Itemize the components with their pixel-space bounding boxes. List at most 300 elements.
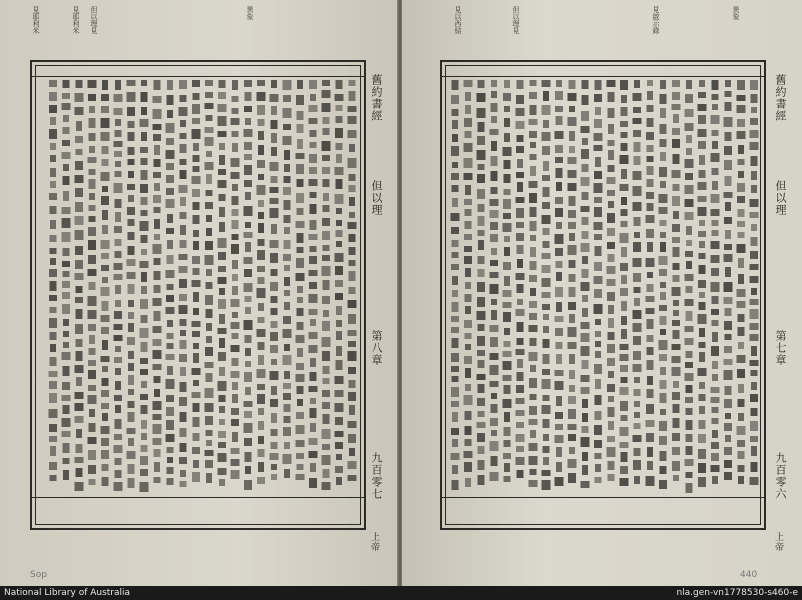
glyph-mark <box>581 111 589 121</box>
glyph-mark <box>50 357 57 366</box>
glyph-mark <box>154 80 161 90</box>
glyph-mark <box>297 308 304 316</box>
glyph-mark <box>257 266 265 272</box>
glyph-mark <box>504 133 510 142</box>
glyph-mark <box>529 456 538 465</box>
glyph-mark <box>180 470 186 477</box>
glyph-mark <box>672 128 680 135</box>
glyph-mark <box>543 434 549 441</box>
glyph-mark <box>271 359 277 365</box>
glyph-mark <box>49 80 57 87</box>
glyph-mark <box>49 409 58 418</box>
glyph-mark <box>322 103 331 112</box>
glyph-mark <box>348 314 356 324</box>
glyph-mark <box>128 464 135 474</box>
glyph-mark <box>516 197 525 203</box>
glyph-mark <box>270 94 279 102</box>
glyph-mark <box>712 374 718 381</box>
glyph-mark <box>153 134 161 141</box>
glyph-mark <box>271 429 278 436</box>
page-number: 九百零七 <box>370 452 383 500</box>
glyph-mark <box>192 176 201 184</box>
glyph-mark <box>88 240 96 250</box>
glyph-mark <box>490 129 499 135</box>
glyph-mark <box>659 167 667 177</box>
glyph-mark <box>193 155 200 162</box>
glyph-mark <box>50 181 56 188</box>
glyph-mark <box>115 199 122 208</box>
glyph-mark <box>725 334 732 340</box>
footer-identifier: nla.gen-vn1778530-s460-e <box>676 588 798 598</box>
glyph-mark <box>451 401 459 407</box>
glyph-mark <box>205 403 214 412</box>
glyph-mark <box>231 419 239 426</box>
glyph-mark <box>738 451 745 459</box>
glyph-mark <box>582 80 589 89</box>
glyph-mark <box>633 186 642 196</box>
glyph-mark <box>452 465 458 474</box>
glyph-mark <box>620 365 628 372</box>
glyph-mark <box>297 124 304 133</box>
glyph-mark <box>465 368 471 378</box>
glyph-mark <box>751 94 758 103</box>
glyph-mark <box>114 151 122 157</box>
glyph-mark <box>516 309 525 316</box>
glyph-mark <box>270 240 279 248</box>
glyph-mark <box>193 143 199 151</box>
glyph-mark <box>686 434 693 442</box>
glyph-mark <box>49 462 57 470</box>
glyph-mark <box>75 246 83 255</box>
glyph-mark <box>491 116 497 123</box>
glyph-mark <box>686 261 692 269</box>
glyph-mark <box>50 206 57 214</box>
glyph-mark <box>167 95 174 105</box>
glyph-mark <box>542 480 551 490</box>
glyph-mark <box>737 289 746 297</box>
glyph-mark <box>141 235 148 243</box>
glyph-mark <box>296 164 304 174</box>
glyph-mark <box>672 287 681 296</box>
glyph-mark <box>698 141 706 149</box>
glyph-mark <box>88 227 96 236</box>
glyph-mark <box>451 146 459 156</box>
glyph-mark <box>348 330 357 336</box>
glyph-mark <box>153 326 162 333</box>
glyph-mark <box>284 469 290 478</box>
glyph-mark <box>231 172 240 179</box>
glyph-mark <box>608 92 615 102</box>
glyph-mark <box>336 208 342 214</box>
glyph-mark <box>141 197 148 205</box>
glyph-mark <box>179 354 187 362</box>
glyph-mark <box>244 438 252 446</box>
glyph-mark <box>698 104 707 111</box>
glyph-mark <box>673 381 679 388</box>
glyph-mark <box>569 314 575 323</box>
glyph-mark <box>193 166 200 172</box>
glyph-mark <box>75 392 84 399</box>
glyph-mark <box>128 195 134 202</box>
glyph-mark <box>245 118 251 125</box>
glyph-mark <box>737 355 746 363</box>
glyph-mark <box>89 423 96 432</box>
glyph-mark <box>491 80 497 87</box>
glyph-mark <box>297 247 304 253</box>
glyph-mark <box>50 220 56 229</box>
glyph-mark <box>258 303 264 311</box>
glyph-mark <box>490 234 498 242</box>
glyph-mark <box>620 401 628 411</box>
glyph-mark <box>205 202 213 209</box>
glyph-mark <box>231 470 240 479</box>
glyph-mark <box>244 257 253 264</box>
glyph-mark <box>257 477 265 484</box>
glyph-mark <box>686 446 693 455</box>
glyph-mark <box>477 398 485 406</box>
glyph-mark <box>607 266 616 274</box>
glyph-mark <box>556 272 562 281</box>
glyph-mark <box>141 249 147 255</box>
glyph-mark <box>232 220 239 229</box>
glyph-mark <box>283 254 291 261</box>
glyph-mark <box>63 331 69 337</box>
glyph-mark <box>335 390 344 397</box>
glyph-mark <box>257 185 266 195</box>
glyph-mark <box>452 412 458 422</box>
glyph-mark <box>698 115 706 124</box>
glyph-mark <box>296 335 305 343</box>
glyph-mark <box>284 227 290 234</box>
glyph-mark <box>76 286 83 293</box>
glyph-mark <box>686 385 693 393</box>
glyph-mark <box>283 95 291 102</box>
glyph-mark <box>530 166 536 176</box>
glyph-mark <box>750 323 759 330</box>
glyph-mark <box>647 447 653 457</box>
glyph-mark <box>193 433 200 441</box>
glyph-mark <box>516 385 524 393</box>
glyph-mark <box>101 450 109 459</box>
glyph-mark <box>530 235 536 241</box>
glyph-mark <box>555 248 563 256</box>
glyph-mark <box>296 412 304 419</box>
glyph-mark <box>336 360 343 370</box>
book-name: 但以理 <box>370 180 383 216</box>
glyph-mark <box>647 360 654 370</box>
glyph-mark <box>205 127 214 133</box>
glyph-mark <box>206 336 212 343</box>
left-page <box>0 0 398 586</box>
glyph-mark <box>556 302 562 312</box>
glyph-mark <box>127 272 136 279</box>
glyph-mark <box>128 171 134 178</box>
glyph-mark <box>607 344 615 353</box>
glyph-mark <box>192 392 201 398</box>
glyph-mark <box>205 80 213 86</box>
page-number: 九百零六 <box>774 452 787 500</box>
glyph-mark <box>660 124 667 134</box>
glyph-mark <box>672 344 681 350</box>
glyph-mark <box>206 190 213 196</box>
glyph-mark <box>296 221 305 228</box>
glyph-mark <box>88 255 96 264</box>
glyph-mark <box>270 187 279 193</box>
glyph-mark <box>517 299 523 305</box>
glyph-mark <box>244 129 253 137</box>
glyph-mark <box>180 443 187 452</box>
glyph-mark <box>154 477 161 483</box>
glyph-mark <box>711 282 720 292</box>
glyph-mark <box>127 184 135 190</box>
glyph-mark <box>464 246 472 252</box>
glyph-mark <box>660 242 666 252</box>
glyph-mark <box>504 412 510 422</box>
top-note: 異象 <box>732 6 740 20</box>
glyph-mark <box>154 311 161 321</box>
glyph-mark <box>114 357 122 363</box>
glyph-mark <box>464 143 473 152</box>
glyph-mark <box>166 420 174 430</box>
glyph-mark <box>516 121 525 129</box>
glyph-mark <box>633 460 641 470</box>
glyph-mark <box>89 216 96 222</box>
glyph-mark <box>283 383 291 389</box>
glyph-mark <box>621 452 628 462</box>
glyph-mark <box>464 173 473 180</box>
glyph-mark <box>452 302 459 312</box>
glyph-mark <box>232 260 238 269</box>
glyph-mark <box>750 251 758 259</box>
glyph-mark <box>335 253 344 262</box>
glyph-mark <box>621 221 628 227</box>
glyph-mark <box>115 119 121 126</box>
glyph-mark <box>232 96 239 102</box>
glyph-mark <box>310 220 317 230</box>
glyph-mark <box>542 304 550 310</box>
glyph-mark <box>115 381 121 390</box>
glyph-mark <box>206 440 212 446</box>
glyph-mark <box>555 435 564 443</box>
glyph-mark <box>738 465 745 472</box>
glyph-mark <box>633 93 642 101</box>
glyph-mark <box>712 141 718 149</box>
glyph-mark <box>114 445 123 453</box>
glyph-mark <box>258 223 264 233</box>
glyph-mark <box>491 141 497 151</box>
glyph-mark <box>660 466 667 474</box>
glyph-mark <box>699 302 706 310</box>
glyph-mark <box>271 106 277 115</box>
glyph-mark <box>218 352 226 361</box>
glyph-mark <box>102 80 108 90</box>
glyph-mark <box>89 146 95 153</box>
glyph-mark <box>167 80 173 90</box>
glyph-mark <box>452 376 459 382</box>
glyph-mark <box>349 197 355 206</box>
glyph-mark <box>712 320 719 326</box>
glyph-mark <box>634 412 640 418</box>
glyph-mark <box>621 132 628 138</box>
glyph-mark <box>192 118 200 124</box>
glyph-mark <box>114 335 123 341</box>
glyph-mark <box>711 153 720 162</box>
top-note: 異象 <box>246 6 254 20</box>
glyph-mark <box>88 360 96 366</box>
glyph-mark <box>516 410 525 416</box>
glyph-mark <box>50 235 57 242</box>
glyph-mark <box>232 184 238 191</box>
glyph-mark <box>309 80 317 89</box>
glyph-mark <box>232 143 238 152</box>
glyph-mark <box>101 265 109 271</box>
glyph-mark <box>258 239 265 246</box>
glyph-mark <box>101 132 110 141</box>
glyph-mark <box>685 326 694 332</box>
glyph-mark <box>127 259 136 266</box>
glyph-mark <box>464 158 473 168</box>
glyph-mark <box>686 472 693 478</box>
glyph-mark <box>218 328 227 334</box>
footer-source: National Library of Australia <box>4 588 131 598</box>
glyph-mark <box>478 475 485 485</box>
glyph-mark <box>49 318 57 328</box>
glyph-mark <box>711 465 720 472</box>
glyph-mark <box>192 189 200 197</box>
glyph-mark <box>452 162 458 168</box>
glyph-mark <box>271 296 278 303</box>
glyph-mark <box>673 184 680 191</box>
marginal-note: 上帝 <box>773 532 783 552</box>
glyph-mark <box>569 260 576 268</box>
glyph-mark <box>102 413 108 421</box>
glyph-mark <box>284 290 290 296</box>
glyph-mark <box>685 199 694 207</box>
glyph-mark <box>725 202 731 211</box>
glyph-mark <box>244 106 252 112</box>
glyph-mark <box>646 132 654 140</box>
glyph-mark <box>349 174 356 181</box>
glyph-mark <box>284 344 290 351</box>
glyph-mark <box>490 441 499 451</box>
glyph-mark <box>529 378 537 388</box>
glyph-mark <box>491 91 497 98</box>
glyph-mark <box>530 469 537 475</box>
glyph-mark <box>271 80 277 88</box>
glyph-mark <box>530 261 537 270</box>
glyph-mark <box>504 385 511 394</box>
glyph-mark <box>608 124 614 134</box>
glyph-mark <box>115 346 121 352</box>
glyph-mark <box>244 180 252 187</box>
glyph-mark <box>647 145 654 152</box>
glyph-mark <box>724 321 732 330</box>
glyph-mark <box>349 247 356 255</box>
glyph-mark <box>349 448 355 456</box>
glyph-mark <box>738 384 744 393</box>
glyph-mark <box>647 319 654 329</box>
glyph-mark <box>49 193 57 200</box>
glyph-mark <box>607 228 615 236</box>
glyph-mark <box>465 411 472 420</box>
glyph-mark <box>128 284 135 294</box>
glyph-mark <box>115 419 122 429</box>
glyph-mark <box>309 154 317 163</box>
top-note: 但以理見 <box>90 6 98 34</box>
glyph-mark <box>542 146 550 155</box>
glyph-mark <box>620 442 629 448</box>
glyph-mark <box>556 396 562 406</box>
glyph-mark <box>232 209 239 216</box>
glyph-mark <box>322 141 331 151</box>
glyph-mark <box>620 80 628 90</box>
glyph-mark <box>127 80 136 86</box>
glyph-mark <box>322 351 330 361</box>
glyph-mark <box>348 434 356 443</box>
glyph-mark <box>348 106 357 112</box>
glyph-mark <box>581 346 590 356</box>
glyph-mark <box>542 105 551 115</box>
glyph-mark <box>192 368 201 375</box>
glyph-mark <box>322 90 331 98</box>
glyph-mark <box>595 351 601 358</box>
glyph-mark <box>245 361 251 367</box>
glyph-mark <box>724 282 733 292</box>
glyph-mark <box>581 206 590 212</box>
glyph-mark <box>296 95 304 105</box>
glyph-mark <box>348 158 357 168</box>
glyph-mark <box>335 417 343 425</box>
glyph-mark <box>569 80 576 89</box>
glyph-mark <box>335 194 344 204</box>
glyph-mark <box>660 181 666 188</box>
glyph-mark <box>491 430 497 436</box>
glyph-mark <box>529 301 537 308</box>
glyph-mark <box>465 344 471 350</box>
glyph-mark <box>245 192 251 200</box>
glyph-mark <box>569 370 575 379</box>
glyph-mark <box>620 155 629 164</box>
glyph-mark <box>153 298 162 306</box>
glyph-mark <box>620 387 629 395</box>
glyph-mark <box>309 179 318 186</box>
glyph-mark <box>349 260 356 266</box>
glyph-mark <box>336 320 342 327</box>
glyph-mark <box>647 284 654 292</box>
glyph-mark <box>581 149 589 159</box>
glyph-mark <box>63 366 70 376</box>
glyph-mark <box>465 282 471 289</box>
glyph-mark <box>465 439 472 446</box>
glyph-mark <box>348 222 357 229</box>
glyph-mark <box>102 340 108 350</box>
glyph-mark <box>673 211 679 219</box>
glyph-mark <box>245 452 252 462</box>
glyph-mark <box>231 299 240 307</box>
glyph-mark <box>75 161 83 170</box>
glyph-mark <box>712 332 718 342</box>
scan-mark: 440 <box>740 570 758 580</box>
glyph-mark <box>620 478 629 486</box>
glyph-mark <box>594 289 602 298</box>
glyph-mark <box>608 140 615 146</box>
glyph-mark <box>115 80 121 90</box>
glyph-mark <box>594 197 602 203</box>
glyph-mark <box>751 462 758 472</box>
glyph-mark <box>140 358 148 364</box>
glyph-mark <box>348 461 357 469</box>
glyph-mark <box>503 213 511 219</box>
